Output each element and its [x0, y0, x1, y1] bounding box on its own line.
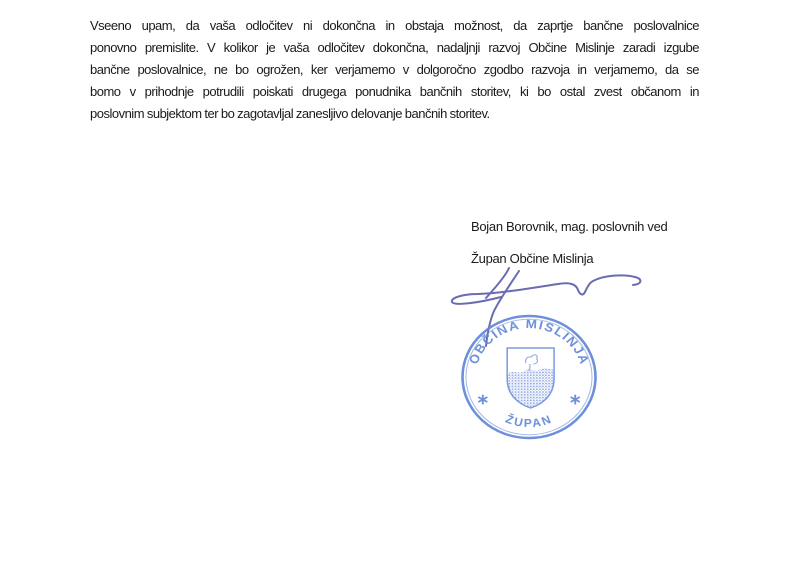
body-line-3: bančne poslovalnice, ne bo ogrožen, ker verjamemo v dolgoročno zgodbo razvoja in verjamemo, da se	[90, 62, 699, 77]
body-line-4: bomo v prihodnje potrudili poiskati drugega ponudnika bančnih storitev, ki bo ostal zvest občanom in	[90, 84, 699, 99]
body-line-5: poslovnim subjektom ter bo zagotavljal zanesljivo delovanje bančnih storitev.	[90, 106, 490, 121]
body-line-1: Vseeno upam, da vaša odločitev ni dokončna in obstaja možnost, da zaprtje bančne poslovalnice	[90, 18, 699, 33]
signatory-name: Bojan Borovnik, mag. poslovnih ved	[471, 219, 668, 234]
right-asterisk-icon	[571, 395, 579, 403]
coat-of-arms-shield	[507, 348, 554, 408]
body-line-2: ponovno premislite. V kolikor je vaša odločitev dokončna, nadaljnji razvoj Občine Mislinje zaradi izgube	[90, 40, 699, 55]
stamp-graphic	[463, 316, 596, 438]
stamp-bottom-curved-text: ŽUPAN	[503, 411, 555, 430]
signatory-title: Župan Občine Mislinja	[471, 251, 594, 266]
shield-mountain-fill	[507, 368, 554, 408]
stamp-top-curved-text: OBČINA MISLINJA	[466, 317, 592, 367]
shield-bird-emblem	[526, 355, 538, 371]
left-asterisk-icon	[479, 395, 487, 403]
letter-body-paragraph	[90, 15, 699, 125]
official-stamp-seal	[454, 307, 604, 447]
signature-main-sweep	[452, 275, 641, 303]
